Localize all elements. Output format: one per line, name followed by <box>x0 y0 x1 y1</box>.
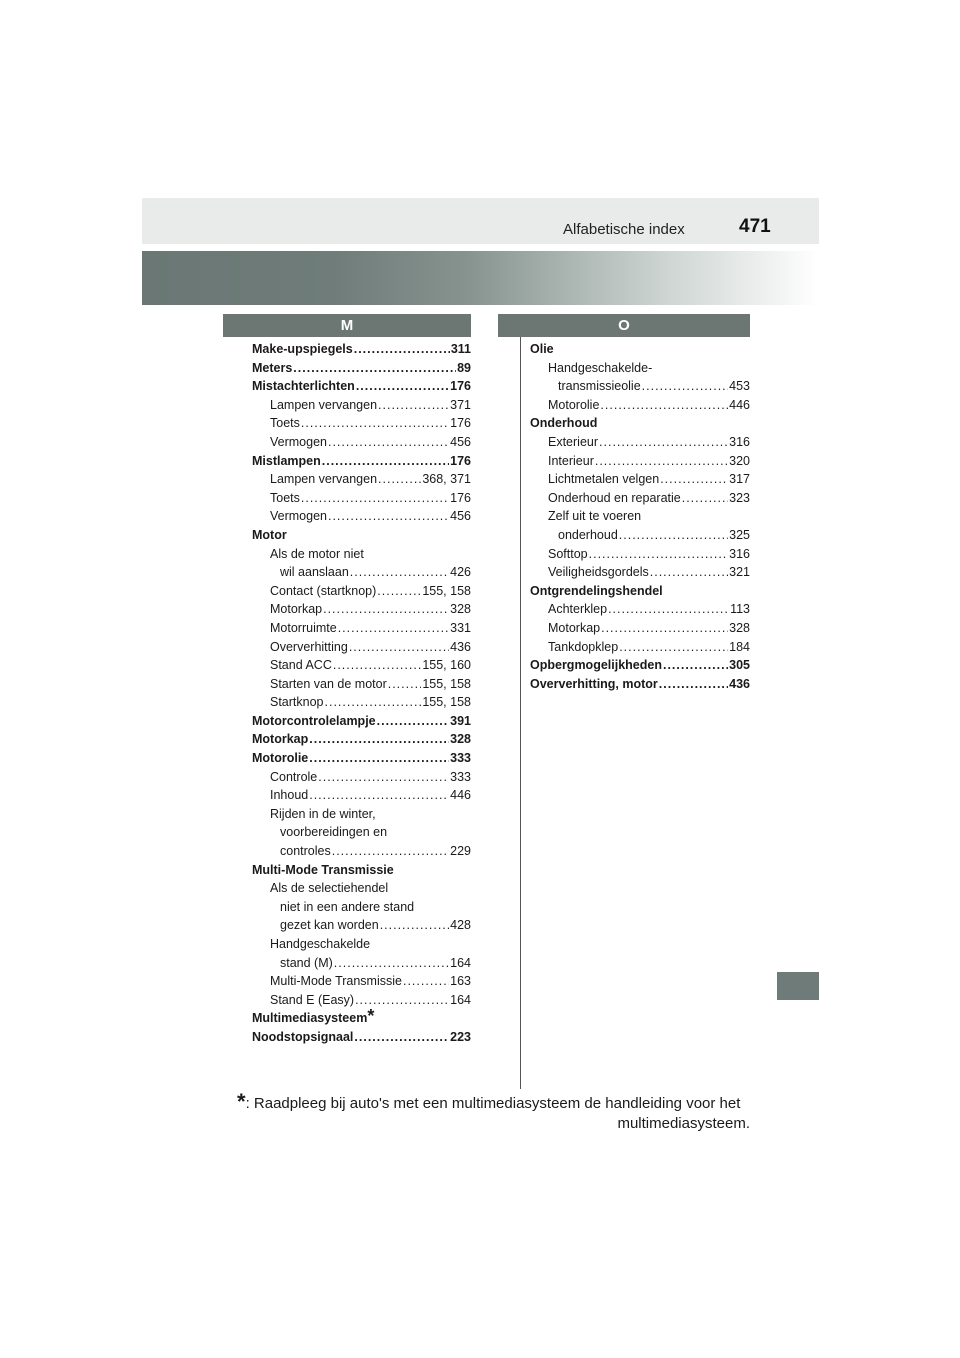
entry-text: Noodstopsignaal <box>252 1029 354 1044</box>
entry-text: Lampen vervangen <box>270 472 378 487</box>
entry-text: gezet kan worden <box>280 918 379 933</box>
entry-page-ref: 317 <box>729 472 750 487</box>
dot-leader <box>323 600 449 619</box>
index-subentry <box>530 638 750 657</box>
entry-text: niet in een andere stand <box>280 899 415 914</box>
dot-leader <box>309 786 449 805</box>
entry-page-ref: 328 <box>450 732 471 747</box>
entry-text: Controle <box>270 769 318 784</box>
entry-page-ref: 391 <box>450 713 471 728</box>
column-header-m: M <box>223 314 471 337</box>
dot-leader <box>608 600 729 619</box>
entry-text: Contact (startknop) <box>270 583 377 598</box>
index-entry <box>530 675 750 694</box>
entry-text: Interieur <box>548 453 594 468</box>
entry-text: Exterieur <box>548 434 599 449</box>
index-subentry <box>252 656 471 675</box>
dot-leader <box>349 638 449 657</box>
index-subentry <box>252 600 471 619</box>
index-subentry <box>252 991 471 1010</box>
index-subentry <box>530 396 750 415</box>
entry-page-ref: 456 <box>450 509 471 524</box>
entry-text: Motorruimte <box>270 620 337 635</box>
index-subentry <box>252 507 471 526</box>
index-subentry <box>530 545 750 564</box>
entry-page-ref: 316 <box>729 546 750 561</box>
dot-leader <box>309 730 449 749</box>
entry-text: Toets <box>270 490 300 505</box>
entry-text: Oververhitting <box>270 639 348 654</box>
entry-page-ref: 321 <box>729 565 750 580</box>
entry-page-ref: 113 <box>730 602 750 617</box>
index-subentry <box>530 452 750 471</box>
index-subentry <box>530 563 750 582</box>
entry-text: Onderhoud en reparatie <box>548 490 681 505</box>
dot-leader <box>377 712 450 731</box>
entry-text: Toets <box>270 416 300 431</box>
entry-text: Vermogen <box>270 434 327 449</box>
index-entry <box>252 359 471 378</box>
footnote-text-line2: multimediasysteem. <box>617 1115 750 1132</box>
index-entry <box>252 452 471 471</box>
entry-text: Starten van de motor <box>270 676 387 691</box>
dot-leader <box>642 377 728 396</box>
index-subentry <box>252 972 471 991</box>
entry-page-ref: 436 <box>450 639 471 654</box>
entry-page-ref: 333 <box>450 769 471 784</box>
index-entry <box>252 861 471 880</box>
index-entry <box>530 414 750 433</box>
entry-text: Inhoud <box>270 788 309 803</box>
entry-text: wil aanslaan <box>280 565 349 580</box>
entry-page-ref: 453 <box>729 379 750 394</box>
entry-text: Stand ACC <box>270 658 332 673</box>
entry-page-ref: 371 <box>450 397 471 412</box>
dot-leader <box>377 582 421 601</box>
index-entry <box>252 526 471 545</box>
index-subentry <box>530 507 750 526</box>
section-title: Alfabetische index <box>563 221 685 238</box>
entry-text: Handgeschakelde <box>270 937 371 951</box>
dot-leader <box>589 545 729 564</box>
entry-page-ref: 155, 160 <box>422 658 471 673</box>
index-entry <box>530 656 750 675</box>
entry-text: Motorkap <box>548 620 601 635</box>
dot-leader <box>380 916 449 935</box>
index-subentry <box>530 433 750 452</box>
index-entry <box>252 730 471 749</box>
index-subentry <box>530 359 750 378</box>
dot-leader <box>333 656 421 675</box>
entry-page-ref: 436 <box>729 676 750 691</box>
entry-page-ref: 176 <box>450 490 471 505</box>
index-subentry <box>252 935 471 954</box>
entry-text: Motorkap <box>270 602 323 617</box>
dot-leader <box>600 396 728 415</box>
entry-text: controles <box>280 844 331 859</box>
dot-leader <box>619 526 728 545</box>
entry-page-ref: 89 <box>457 360 471 375</box>
index-subentry <box>252 470 471 489</box>
entry-page-ref: 428 <box>450 918 471 933</box>
index-subentry <box>530 470 750 489</box>
dot-leader <box>355 991 449 1010</box>
entry-text: onderhoud <box>558 527 618 542</box>
column-divider <box>520 337 521 1089</box>
entry-page-ref: 223 <box>450 1029 471 1044</box>
index-subentry <box>530 600 750 619</box>
entry-page-ref: 305 <box>729 658 750 673</box>
index-subentry <box>252 693 471 712</box>
entry-page-ref: 323 <box>729 490 750 505</box>
entry-page-ref: 229 <box>450 844 471 859</box>
entry-text: Rijden in de winter, <box>270 806 376 821</box>
entry-page-ref: 155, 158 <box>422 695 471 710</box>
index-subentry <box>252 898 471 917</box>
entry-text: transmissieolie <box>558 379 641 394</box>
index-entry <box>252 712 471 731</box>
entry-page-ref: 446 <box>729 397 750 412</box>
index-subentry <box>252 842 471 861</box>
entry-text: voorbereidingen en <box>280 825 388 840</box>
index-entry: Multimediasysteem * <box>252 1009 375 1027</box>
dot-leader <box>660 470 728 489</box>
entry-page-ref: 155, 158 <box>422 676 471 691</box>
entry-page-ref: 368, 371 <box>422 472 471 487</box>
dot-leader <box>650 563 728 582</box>
index-subentry <box>252 879 471 898</box>
page-number: 471 <box>739 216 771 237</box>
entry-text: Onderhoud <box>530 416 598 431</box>
dot-leader <box>595 452 728 471</box>
entry-text: Handgeschakelde- <box>548 360 653 375</box>
entry-page-ref: 320 <box>729 453 750 468</box>
index-subentry <box>252 768 471 787</box>
dot-leader <box>293 359 456 378</box>
dot-leader <box>663 656 728 675</box>
index-subentry <box>252 489 471 508</box>
dot-leader <box>599 433 728 452</box>
entry-text: Als de selectiehendel <box>270 881 389 896</box>
index-subentry <box>530 377 750 396</box>
dot-leader <box>378 396 449 415</box>
entry-page-ref: 311 <box>450 342 471 356</box>
entry-page-ref: 184 <box>729 639 750 654</box>
index-column-m <box>252 340 471 1047</box>
index-subentry <box>252 396 471 415</box>
dot-leader <box>388 675 422 694</box>
dot-leader <box>332 842 449 861</box>
index-entry <box>252 377 471 396</box>
entry-page-ref: 328 <box>729 620 750 635</box>
index-subentry <box>530 526 750 545</box>
dot-leader <box>301 489 449 508</box>
index-entry <box>530 582 750 601</box>
dot-leader <box>619 638 728 657</box>
dot-leader <box>334 954 449 973</box>
dot-leader <box>601 619 728 638</box>
entry-page-ref: 176 <box>450 416 471 431</box>
entry-text: Motorcontrolelampje <box>252 713 376 728</box>
dot-leader <box>325 693 422 712</box>
entry-page-ref: 446 <box>450 788 471 803</box>
dot-leader <box>354 1028 449 1047</box>
entry-text: Vermogen <box>270 509 327 524</box>
index-subentry <box>252 823 471 842</box>
entry-text: Motorolie <box>252 751 309 766</box>
entry-page-ref: 164 <box>450 992 471 1007</box>
entry-text: Stand E (Easy) <box>270 992 355 1007</box>
index-subentry <box>252 675 471 694</box>
index-subentry <box>530 619 750 638</box>
entry-page-ref: 456 <box>450 434 471 449</box>
index-subentry <box>252 433 471 452</box>
index-entry <box>252 340 471 359</box>
entry-page-ref: 328 <box>450 602 471 617</box>
entry-text: Veiligheidsgordels <box>548 565 649 580</box>
entry-text: Startknop <box>270 695 324 710</box>
entry-page-ref: 163 <box>450 974 471 989</box>
entry-page-ref: 164 <box>450 955 471 970</box>
entry-text: Opbergmogelijkheden <box>530 658 662 673</box>
dot-leader <box>328 433 449 452</box>
entry-text: Make-upspiegels <box>252 342 353 356</box>
entry-text: Mistlampen <box>252 453 321 468</box>
index-subentry <box>252 619 471 638</box>
header-band <box>142 198 819 244</box>
index-subentry <box>530 489 750 508</box>
entry-text: Olie <box>530 342 554 356</box>
entry-text: Multimediasysteem <box>252 1011 368 1026</box>
index-subentry <box>252 414 471 433</box>
index-subentry <box>252 563 471 582</box>
column-header-o: O <box>498 314 750 337</box>
dot-leader <box>350 563 449 582</box>
dot-leader <box>318 768 449 787</box>
entry-text: Lampen vervangen <box>270 397 378 412</box>
entry-text: Achterklep <box>548 602 608 617</box>
entry-page-ref: 176 <box>450 379 471 394</box>
decorative-gradient-bar <box>142 251 819 305</box>
chapter-side-tab <box>777 972 819 1000</box>
index-column-o <box>530 340 750 693</box>
entry-text: Mistachterlichten <box>252 379 355 394</box>
footnote-marker: * <box>237 1089 246 1114</box>
footnote-text-line1: : Raadpleeg bij auto's met een multimediasysteem de handleiding voor het <box>245 1095 741 1112</box>
index-subentry <box>252 545 471 564</box>
entry-text: Multi-Mode Transmissie <box>252 862 394 877</box>
entry-text: Motorolie <box>548 397 600 412</box>
dot-leader <box>356 377 449 396</box>
dot-leader <box>659 675 728 694</box>
entry-page-ref: 426 <box>450 565 471 580</box>
entry-page-ref: 333 <box>450 751 471 766</box>
dot-leader <box>378 470 421 489</box>
index-entry <box>252 749 471 768</box>
index-subentry <box>252 786 471 805</box>
dot-leader <box>322 452 449 471</box>
entry-text: Zelf uit te voeren <box>548 509 642 524</box>
entry-text: Motor <box>252 527 287 542</box>
index-entry <box>252 1028 471 1047</box>
entry-text: Oververhitting, motor <box>530 676 658 691</box>
index-subentry <box>252 954 471 973</box>
dot-leader <box>682 489 728 508</box>
entry-page-ref: 155, 158 <box>422 583 471 598</box>
index-subentry <box>252 916 471 935</box>
entry-text: Als de motor niet <box>270 546 364 561</box>
footnote <box>237 1089 750 1134</box>
entry-page-ref: 331 <box>450 620 471 635</box>
index-entry <box>530 340 750 359</box>
entry-text: Motorkap <box>252 732 309 747</box>
dot-leader <box>301 414 449 433</box>
dot-leader <box>338 619 449 638</box>
entry-text: Meters <box>252 360 293 375</box>
entry-text: Ontgrendelingshendel <box>530 583 663 598</box>
index-subentry <box>252 638 471 657</box>
entry-text: stand (M) <box>280 955 333 970</box>
entry-page-ref: 176 <box>450 453 471 468</box>
entry-text: Softtop <box>548 546 588 561</box>
index-subentry <box>252 805 471 824</box>
entry-text: Multi-Mode Transmissie <box>270 974 402 989</box>
entry-page-ref: 325 <box>729 527 750 542</box>
dot-leader <box>354 340 450 359</box>
entry-text: Tankdopklep <box>548 639 619 654</box>
index-subentry <box>252 582 471 601</box>
entry-text: Lichtmetalen velgen <box>548 472 660 487</box>
entry-page-ref: 316 <box>729 434 750 449</box>
dot-leader <box>328 507 449 526</box>
dot-leader <box>309 749 449 768</box>
dot-leader <box>403 972 449 991</box>
